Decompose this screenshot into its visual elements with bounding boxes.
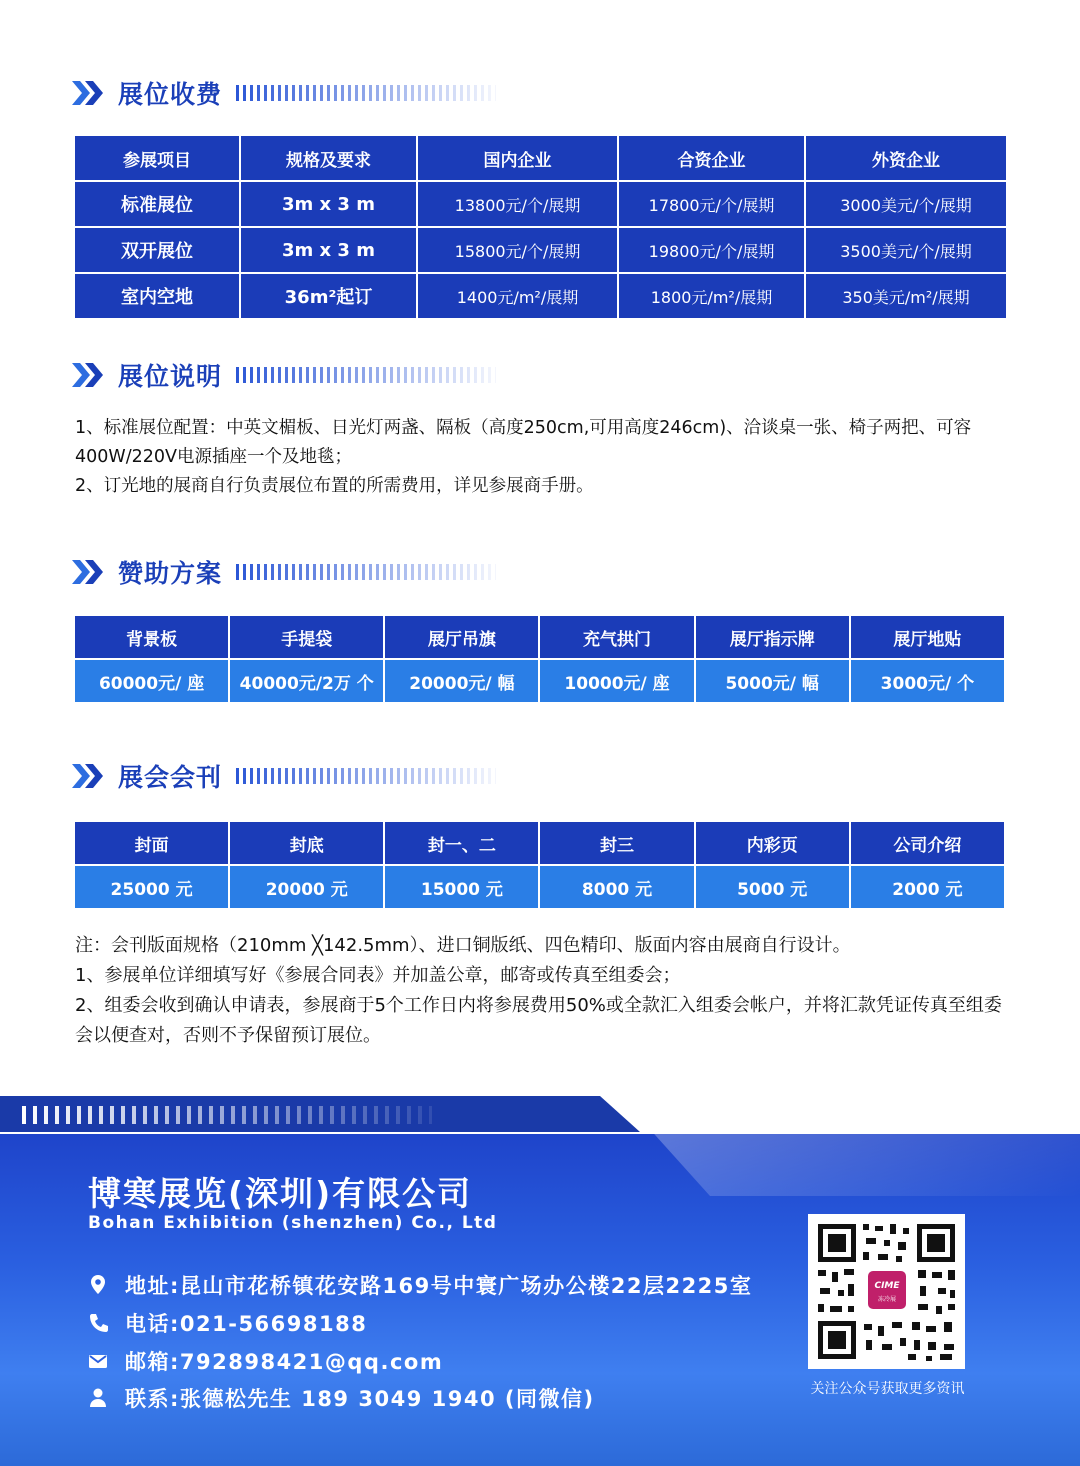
table-cell: 5000元/ 幅 — [695, 659, 850, 703]
table-header-row — [74, 615, 1005, 659]
table-cell: 20000元/ 幅 — [384, 659, 539, 703]
table-header-cell: 封底 — [229, 821, 384, 865]
contact-person — [88, 1383, 595, 1413]
qr-logo-sub: 冻冷展 — [877, 1296, 897, 1303]
table-header-cell: 封三 — [539, 821, 694, 865]
table-header-row — [74, 821, 1005, 865]
table-row — [74, 659, 1005, 703]
note-line: 1、参展单位详细填写好《参展合同表》并加盖公章，邮寄或传真至组委会； — [75, 965, 681, 986]
table-cell: 13800元/个/展期 — [417, 181, 618, 227]
note-line: 注：会刊版面规格（210mm ╳142.5mm）、进口铜版纸、四色精印、版面内容由展商自行设计。 — [75, 935, 851, 956]
table-header-cell: 外资企业 — [805, 135, 1007, 181]
table-cell: 3m x 3 m — [240, 181, 417, 227]
booth-fee-table — [73, 134, 1008, 320]
decorative-shine — [600, 1096, 1080, 1196]
table-cell: 20000 元 — [229, 865, 384, 909]
table-header-cell: 内彩页 — [695, 821, 850, 865]
table-cell: 8000 元 — [539, 865, 694, 909]
table-cell: 3500美元/个/展期 — [805, 227, 1007, 273]
table-header-cell: 展厅指示牌 — [695, 615, 850, 659]
table-cell: 双开展位 — [74, 227, 240, 273]
section-title: 展位收费 — [118, 80, 223, 109]
table-cell: 25000 元 — [74, 865, 229, 909]
notes — [75, 931, 1010, 1051]
address-text: 地址:昆山市花桥镇花安路169号中寰广场办公楼22层2225室 — [125, 1274, 753, 1298]
double-chevron-icon — [72, 78, 108, 108]
table-cell: 5000 元 — [695, 865, 850, 909]
section-title: 展位说明 — [118, 362, 223, 391]
booth-description — [75, 414, 1010, 501]
table-cell: 10000元/ 座 — [539, 659, 694, 703]
table-cell: 1800元/m²/展期 — [618, 273, 805, 319]
table-header-cell: 手提袋 — [229, 615, 384, 659]
table-cell: 3m x 3 m — [240, 227, 417, 273]
section-header-journal — [72, 756, 496, 796]
table-row — [74, 181, 1007, 227]
location-icon — [88, 1274, 108, 1296]
table-cell: 60000元/ 座 — [74, 659, 229, 703]
paragraph-line: 2、订光地的展商自行负责展位布置的所需费用，详见参展商手册。 — [75, 476, 594, 496]
table-header-cell: 规格及要求 — [240, 135, 417, 181]
table-header-cell: 封面 — [74, 821, 229, 865]
table-header-cell: 封一、二 — [384, 821, 539, 865]
decorative-ticks — [236, 367, 496, 383]
contact-text: 联系:张德松先生 189 3049 1940 (同微信) — [125, 1387, 595, 1411]
decorative-ticks — [236, 564, 496, 580]
mail-icon — [88, 1350, 108, 1372]
journal-table — [73, 820, 1006, 910]
table-cell: 15000 元 — [384, 865, 539, 909]
section-header-sponsor — [72, 552, 496, 592]
table-cell: 室内空地 — [74, 273, 240, 319]
table-row — [74, 227, 1007, 273]
company-name-cn: 博寒展览(深圳)有限公司 — [88, 1174, 473, 1213]
decorative-ticks — [236, 768, 496, 784]
table-row — [74, 865, 1005, 909]
table-cell: 17800元/个/展期 — [618, 181, 805, 227]
table-header-cell: 展厅吊旗 — [384, 615, 539, 659]
double-chevron-icon — [72, 761, 108, 791]
table-cell: 2000 元 — [850, 865, 1005, 909]
table-cell: 40000元/2万 个 — [229, 659, 384, 703]
user-icon — [88, 1387, 108, 1409]
qr-logo-text: CIME — [874, 1281, 900, 1291]
table-cell: 3000元/ 个 — [850, 659, 1005, 703]
phone — [88, 1308, 367, 1338]
section-header-booth-fee — [72, 73, 496, 113]
decorative-ticks — [236, 85, 496, 101]
table-cell: 15800元/个/展期 — [417, 227, 618, 273]
phone-text: 电话:021-56698188 — [125, 1312, 368, 1336]
double-chevron-icon — [72, 557, 108, 587]
table-header-row — [74, 135, 1007, 181]
note-line: 2、组委会收到确认申请表，参展商于5个工作日内将参展费用50%或全款汇入组委会帐户，并将汇款凭证传真至组委会以便查对，否则不予保留预订展位。 — [75, 995, 1002, 1046]
section-title: 赞助方案 — [118, 559, 223, 588]
table-cell: 标准展位 — [74, 181, 240, 227]
qr-caption: 关注公众号获取更多资讯 — [810, 1381, 965, 1397]
table-cell: 36m²起订 — [240, 273, 417, 319]
qr-code — [808, 1214, 965, 1369]
table-header-cell: 合资企业 — [618, 135, 805, 181]
address — [88, 1270, 752, 1300]
decorative-bars — [22, 1106, 432, 1124]
company-name-en: Bohan Exhibition (shenzhen) Co., Ltd — [88, 1213, 498, 1233]
email-text: 邮箱:792898421@qq.com — [125, 1350, 444, 1374]
sponsor-table — [73, 614, 1006, 704]
table-cell: 1400元/m²/展期 — [417, 273, 618, 319]
email — [88, 1346, 443, 1376]
table-header-cell: 参展项目 — [74, 135, 240, 181]
table-header-cell: 公司介绍 — [850, 821, 1005, 865]
table-header-cell: 充气拱门 — [539, 615, 694, 659]
section-title: 展会会刊 — [118, 763, 223, 792]
table-cell: 3000美元/个/展期 — [805, 181, 1007, 227]
paragraph-line: 1、标准展位配置：中英文楣板、日光灯两盏、隔板（高度250cm,可用高度246cm)、洽谈桌一张、椅子两把、可容400W/220V电源插座一个及地毯； — [75, 418, 972, 467]
section-header-booth-desc — [72, 355, 496, 395]
double-chevron-icon — [72, 360, 108, 390]
table-cell: 350美元/m²/展期 — [805, 273, 1007, 319]
table-header-cell: 背景板 — [74, 615, 229, 659]
qr-code-icon — [808, 1214, 965, 1369]
table-header-cell: 展厅地贴 — [850, 615, 1005, 659]
phone-icon — [88, 1312, 108, 1334]
table-cell: 19800元/个/展期 — [618, 227, 805, 273]
table-header-cell: 国内企业 — [417, 135, 618, 181]
table-row — [74, 273, 1007, 319]
